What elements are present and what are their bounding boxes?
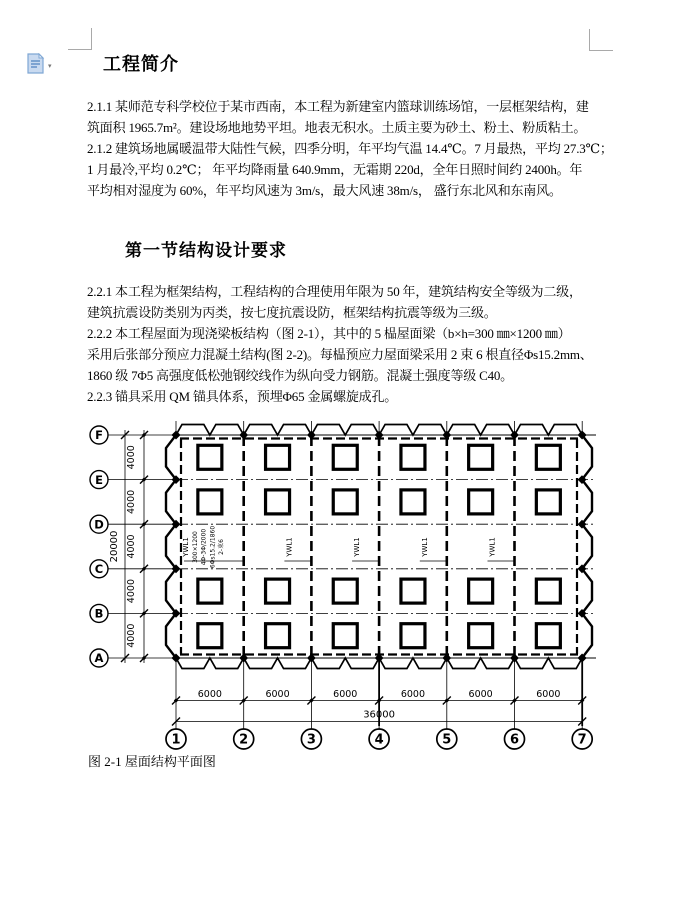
dim-segment-label: 6000 bbox=[536, 689, 561, 700]
col-axis-label: 3 bbox=[306, 732, 316, 748]
roof-opening-square bbox=[469, 624, 493, 648]
beam-label: YWL1 bbox=[353, 537, 362, 557]
roof-opening-square bbox=[198, 445, 222, 469]
dim-segment-label: 6000 bbox=[468, 689, 493, 700]
roof-opening-square bbox=[198, 579, 222, 603]
roof-opening-square bbox=[266, 579, 290, 603]
intro-paragraphs bbox=[87, 96, 613, 201]
roof-opening-square bbox=[333, 445, 357, 469]
roof-opening-square bbox=[333, 490, 357, 514]
beam-spec-line: 4Φ-3Φ/2000 bbox=[200, 528, 208, 566]
dim-total-label: 36000 bbox=[363, 709, 396, 721]
slab-edge-chevron-left bbox=[166, 435, 176, 658]
dim-segment-label: 6000 bbox=[265, 689, 290, 700]
dim-segment-label: 4000 bbox=[126, 579, 137, 604]
dim-total-label: 20000 bbox=[109, 530, 120, 563]
roof-opening-square bbox=[198, 624, 222, 648]
row-axis-label: A bbox=[94, 651, 104, 666]
col-axis-label: 1 bbox=[171, 732, 181, 748]
dim-segment-label: 6000 bbox=[400, 689, 426, 700]
text-line: 2.2.3 锚具采用 QM 锚具体系，预埋Φ65 金属螺旋成孔。 bbox=[87, 389, 398, 404]
roof-opening-square bbox=[469, 579, 493, 603]
text-line: 建筑抗震设防类别为丙类，按七度抗震设防，框架结构抗震等级为三级。 bbox=[87, 305, 497, 320]
beam-spec-line: 6Φs15.2/1860 bbox=[209, 525, 217, 569]
row-axis-label: C bbox=[94, 562, 104, 576]
dim-segment-label: 4000 bbox=[126, 489, 137, 514]
roof-opening-square bbox=[198, 490, 222, 514]
chevron-down-icon: ▾ bbox=[48, 61, 52, 70]
row-axis-label: F bbox=[95, 428, 103, 443]
dim-segment-label: 6000 bbox=[333, 689, 358, 700]
dim-segment-label: 6000 bbox=[197, 689, 222, 700]
text-line: 2.1.1 某师范专科学校位于某市西南，本工程为新建室内篮球训练场馆，一层框架结构，建 bbox=[87, 99, 589, 114]
dim-segment-label: 4000 bbox=[126, 534, 137, 559]
col-axis-label: 5 bbox=[442, 732, 452, 748]
roof-opening-square bbox=[333, 624, 357, 648]
row-axis-label: D bbox=[94, 517, 104, 532]
roof-opening-square bbox=[536, 624, 560, 648]
paste-style-options-button[interactable] bbox=[26, 55, 60, 77]
roof-opening-square bbox=[536, 490, 560, 514]
roof-opening-square bbox=[536, 445, 560, 469]
text-line: 2.1.2 建筑场地属暖温带大陆性气候，四季分明，年平均气温 14.4℃。7 月最热，平均 27.3℃； bbox=[87, 141, 613, 156]
text-line: 2.2.2 本工程屋面为现浇梁板结构（图 2-1），其中的 5 榀屋面梁（b×h=300 ㎜×1200 ㎜） bbox=[87, 326, 571, 341]
intro-heading: 工程简介 bbox=[103, 54, 179, 74]
text-line: 2.2.1 本工程为框架结构，工程结构的合理使用年限为 50 年，建筑结构安全等级为二级， bbox=[87, 284, 582, 299]
row-axis-label: B bbox=[94, 606, 104, 621]
roof-plan-figure bbox=[0, 415, 678, 755]
roof-opening-square bbox=[333, 579, 357, 603]
beam-spec-line: 2-束6 bbox=[218, 539, 226, 555]
row-axis-label: E bbox=[95, 472, 103, 487]
beam-label: YWL1 bbox=[285, 537, 294, 557]
roof-opening-square bbox=[469, 490, 493, 514]
col-axis-label: 6 bbox=[509, 732, 520, 748]
col-axis-label: 7 bbox=[577, 732, 587, 748]
dim-segment-label: 4000 bbox=[126, 623, 137, 648]
section-paragraphs bbox=[87, 281, 593, 407]
margin-crop-mark-top-right bbox=[589, 29, 613, 51]
roof-opening-square bbox=[469, 445, 493, 469]
roof-opening-square bbox=[401, 579, 425, 603]
margin-crop-mark-top-left bbox=[68, 28, 92, 50]
beam-label: YWL1 bbox=[420, 537, 429, 557]
dim-segment-label: 4000 bbox=[126, 445, 137, 470]
roof-opening-square bbox=[536, 579, 560, 603]
text-line: 1 月最冷,平均 0.2℃； 年平均降雨量 640.9mm，无霜期 220d，全年日照时间约 2400h。年 bbox=[87, 162, 583, 177]
roof-opening-square bbox=[401, 445, 425, 469]
col-axis-label: 4 bbox=[374, 732, 384, 748]
roof-opening-square bbox=[266, 490, 290, 514]
beam-spec-line: YWL1 bbox=[182, 537, 190, 557]
roof-opening-square bbox=[401, 624, 425, 648]
beam-label: YWL1 bbox=[488, 537, 497, 557]
roof-opening-square bbox=[266, 445, 290, 469]
slab-edge-chevron-right bbox=[582, 435, 592, 658]
text-line: 平均相对湿度为 60%，年平均风速为 3m/s，最大风速 38m/s， 盛行东北风和东南风。 bbox=[87, 183, 562, 198]
figure-caption: 图 2-1 屋面结构平面图 bbox=[88, 754, 216, 769]
document-style-icon bbox=[26, 53, 45, 79]
text-line: 筑面积 1965.7m²。建设场地地势平坦。地表无积水。土质主要为砂土、粉土、粉质粘土。 bbox=[87, 120, 587, 135]
text-line: 采用后张部分预应力混凝土结构(图 2-2)。每榀预应力屋面梁采用 2 束 6 根直径Φs15.2mm、 bbox=[87, 347, 593, 362]
roof-plan-svg bbox=[0, 415, 678, 755]
roof-opening-square bbox=[266, 624, 290, 648]
col-axis-label: 2 bbox=[239, 732, 249, 748]
roof-opening-square bbox=[401, 490, 425, 514]
text-line: 1860 级 7Φ5 高强度低松弛钢绞线作为纵向受力钢筋。混凝土强度等级 C40。 bbox=[87, 368, 513, 383]
section-heading: 第一节结构设计要求 bbox=[125, 241, 287, 260]
beam-spec-line: 300×1200 bbox=[191, 531, 199, 563]
